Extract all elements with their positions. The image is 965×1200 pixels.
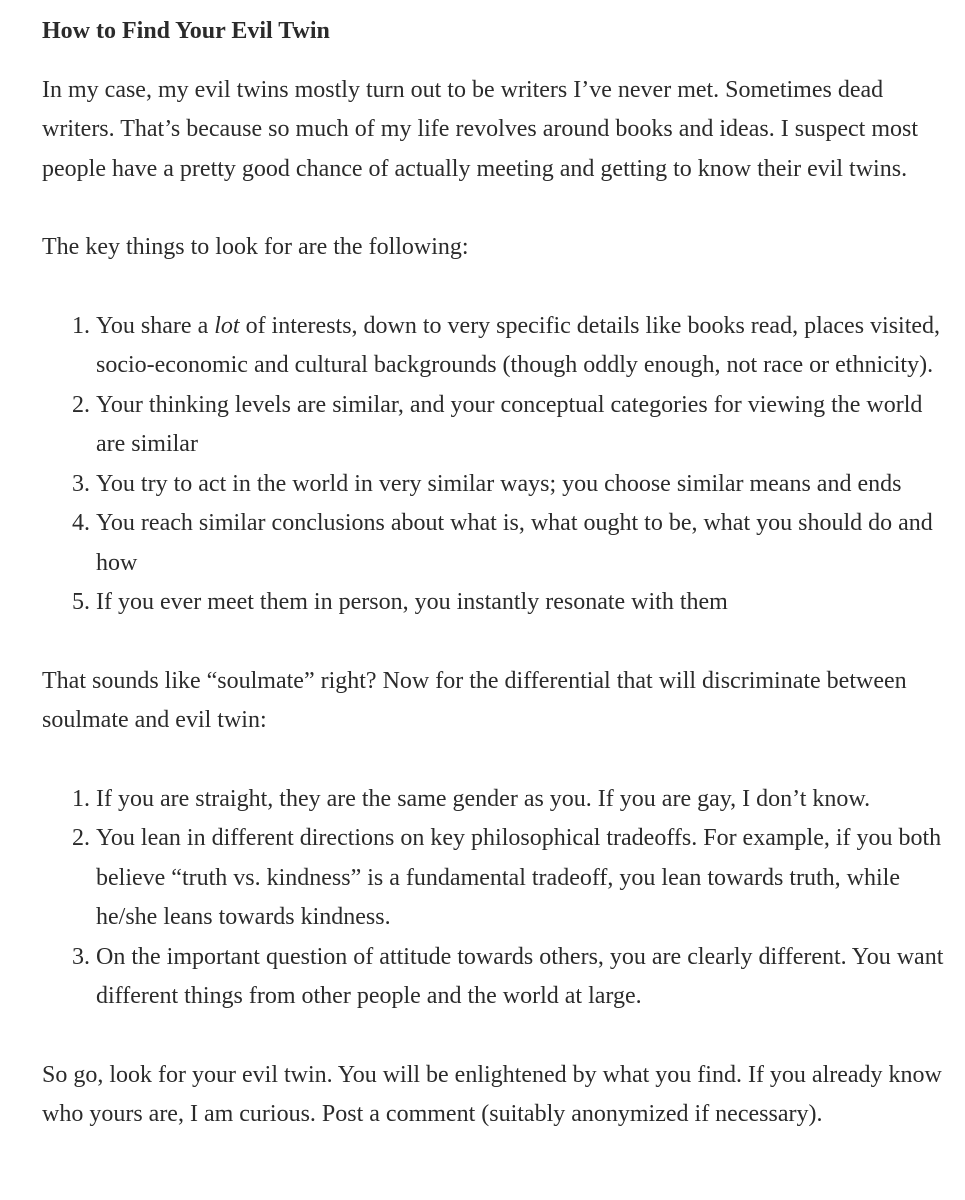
list-item-text: of interests, down to very specific details like books read, places visited, socio-economic and cultural backgrounds (though oddly enough, not race or ethnicity). [96,312,941,378]
list-item: 3. On the important question of attitude towards others, you are clearly different. You want different things from other people and the world at large. [96,938,952,1017]
transition-paragraph: That sounds like “soulmate” right? Now for the differential that will discriminate between soulmate and evil twin: [42,667,907,733]
list-item-text: You share a [96,312,215,339]
article-title: How to Find Your Evil Twin [42,18,330,44]
list-item: 3. You try to act in the world in very similar ways; you choose similar means and ends [96,465,952,505]
list-item [96,307,952,386]
list-item: 1. If you are straight, they are the same gender as you. If you are gay, I don’t know. [96,780,952,820]
list-item: 2. Your thinking levels are similar, and your conceptual categories for viewing the world are similar [96,386,952,465]
similarities-list [42,307,952,623]
list-item: 5. If you ever meet them in person, you instantly resonate with them [96,583,952,623]
list-item: 2. You lean in different directions on key philosophical tradeoffs. For example, if you both believe “truth vs. kindness” is a fundamental tradeoff, you lean towards truth, while he/she leans towards kindness. [96,819,952,938]
article [42,12,952,1174]
intro-paragraph: In my case, my evil twins mostly turn out to be writers I’ve never met. Sometimes dead writers. That’s because so much of my life revolves around books and ideas. I suspect most people have a pretty good chance of actually meeting and getting to know their evil twins. [42,76,919,182]
conclusion-paragraph: So go, look for your evil twin. You will be enlightened by what you find. If you already know who yours are, I am curious. Post a comment (suitably anonymized if necessary). [42,1061,942,1127]
emphasis-text: lot [214,312,240,339]
differences-list [42,780,952,1017]
list-item: 4. You reach similar conclusions about what is, what ought to be, what you should do and how [96,504,952,583]
lead-in-paragraph: The key things to look for are the following: [42,234,469,260]
